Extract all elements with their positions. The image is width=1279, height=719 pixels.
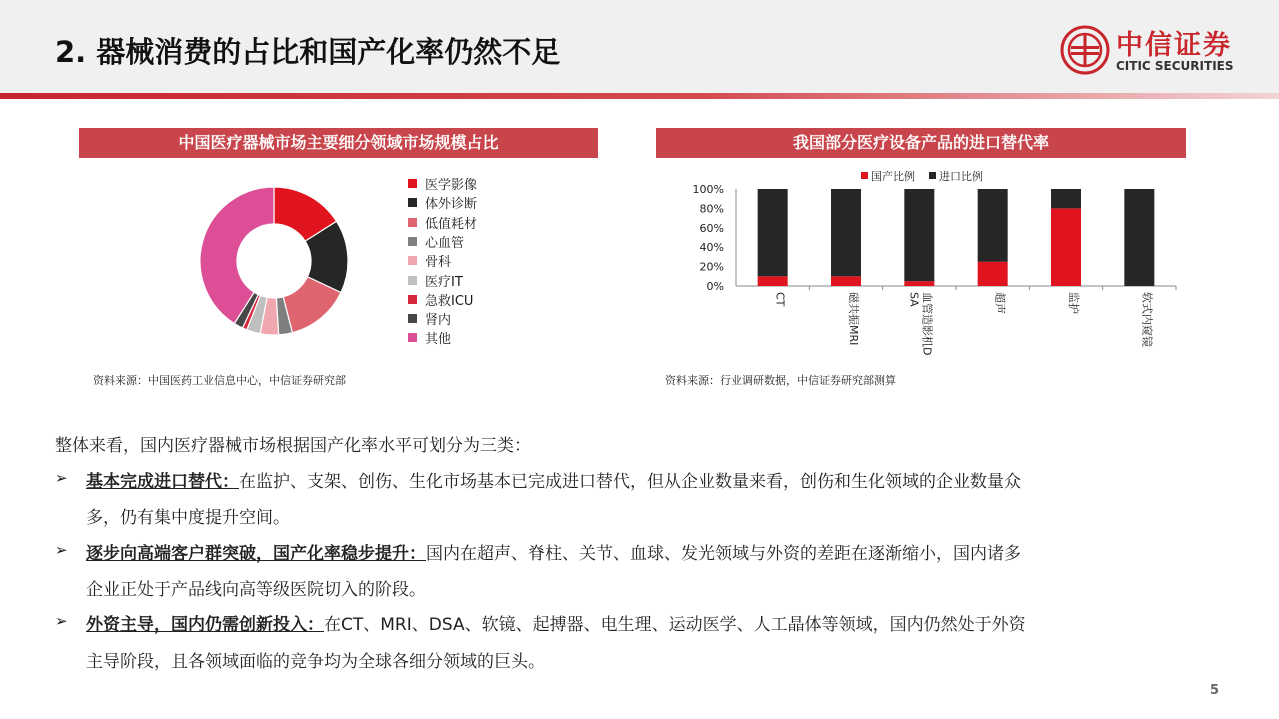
- legend-label: 急救ICU: [425, 293, 474, 309]
- citic-logo: [1060, 22, 1250, 82]
- bar-segment: [758, 276, 788, 286]
- bullet-arrow-icon: ➢: [55, 541, 68, 559]
- bar-segment: [978, 262, 1008, 286]
- y-tick-label: 60%: [699, 221, 724, 235]
- y-tick-label: 100%: [692, 183, 724, 196]
- legend-item: [408, 313, 451, 329]
- legend-swatch: [408, 237, 417, 246]
- point-2-line-2: 企业正处于产品线向高等级医院切入的阶段。: [86, 580, 426, 600]
- legend-item: [408, 275, 463, 291]
- legend-swatch: [408, 179, 417, 188]
- legend-item: [408, 217, 477, 233]
- legend-item: [408, 236, 464, 252]
- bullet-arrow-icon: ➢: [55, 469, 68, 487]
- logo-cn-text: 中信证券: [1116, 30, 1232, 61]
- intro-text: 整体来看，国内医疗器械市场根据国产化率水平可划分为三类：: [55, 436, 531, 456]
- legend-swatch: [408, 256, 417, 265]
- legend-item: [408, 294, 473, 310]
- stacked-bar-chart: [656, 162, 1186, 372]
- legend-item: [408, 332, 451, 348]
- point-2-heading: 逐步向高端客户群突破，国产化率稳步提升：: [86, 544, 426, 564]
- legend-swatch: [408, 333, 417, 342]
- bar-segment: [978, 189, 1008, 262]
- legend-item: [408, 197, 477, 213]
- legend-swatch: [408, 314, 417, 323]
- point-1-line-1: [86, 467, 1021, 492]
- bar-segment: [904, 281, 934, 286]
- legend-label: 体外诊断: [425, 197, 478, 213]
- bar-segment: [1051, 208, 1081, 286]
- point-1-text: 在监护、支架、创伤、生化市场基本已完成进口替代，但从企业数量来看，创伤和生化领域的企业数量众: [239, 472, 1021, 492]
- legend-swatch: [408, 276, 417, 285]
- x-tick-label: CT: [773, 292, 787, 307]
- page-title: 2. 器械消费的占比和国产化率仍然不足: [55, 35, 561, 69]
- point-3-heading: 外资主导，国内仍需创新投入：: [86, 615, 324, 635]
- bar-segment: [758, 189, 788, 276]
- x-tick-label: 磁共振MRI: [847, 292, 860, 346]
- legend-label: 其他: [425, 332, 452, 348]
- legend-label: 医疗IT: [425, 274, 463, 290]
- y-tick-label: 40%: [699, 241, 724, 255]
- legend-item: [408, 178, 477, 194]
- legend-label: 骨科: [425, 255, 452, 271]
- x-tick-label: SA: [907, 292, 921, 307]
- legend-item: [408, 255, 451, 271]
- legend-swatch: [408, 295, 417, 304]
- legend-label: 肾内: [425, 313, 452, 329]
- point-2-line-1: [86, 539, 1021, 564]
- right-panel-title: 我国部分医疗设备产品的进口替代率: [656, 128, 1186, 158]
- point-1-heading: 基本完成进口替代：: [86, 472, 239, 492]
- legend-swatch: [408, 218, 417, 227]
- legend-label: 心血管: [425, 235, 465, 251]
- bar-segment: [1051, 189, 1081, 208]
- point-3-text: 在CT、MRI、DSA、软镜、起搏器、电生理、运动医学、人工晶体等领域，国内仍然处于外资: [324, 615, 1026, 635]
- point-1-line-2: 多，仍有集中度提升空间。: [86, 508, 290, 528]
- legend-label: 低值耗材: [425, 216, 478, 232]
- y-tick-label: 80%: [699, 202, 724, 216]
- legend-swatch: [929, 172, 936, 179]
- page-number: 5: [1210, 683, 1220, 698]
- y-tick-label: 20%: [699, 260, 724, 274]
- y-tick-label: 0%: [706, 280, 724, 293]
- point-3-line-2: 主导阶段，且各领域面临的竞争均为全球各细分领域的巨头。: [86, 652, 545, 672]
- bar-segment: [831, 189, 861, 276]
- bar-segment: [904, 189, 934, 281]
- x-tick-label: 软式内窥镜: [1140, 292, 1154, 347]
- donut-chart: [174, 160, 374, 360]
- point-3-line-1: [86, 610, 1026, 635]
- legend-swatch: [408, 198, 417, 207]
- x-tick-label: 血管造影机D: [920, 292, 934, 356]
- left-panel-title: 中国医疗器械市场主要细分领域市场规模占比: [79, 128, 598, 158]
- legend-label: 进口比例: [939, 170, 983, 183]
- bullet-arrow-icon: ➢: [55, 612, 68, 630]
- left-source: 资料来源：中国医药工业信息中心，中信证券研究部: [93, 374, 346, 387]
- legend-swatch: [861, 172, 868, 179]
- logo-en-text: CITIC SECURITIES: [1116, 59, 1234, 73]
- x-tick-label: 超声: [993, 292, 1007, 314]
- bar-segment: [1124, 189, 1154, 286]
- header-accent-line: [0, 93, 1279, 99]
- legend-label: 国产比例: [871, 170, 915, 183]
- legend-label: 医学影像: [425, 178, 478, 193]
- bar-segment: [831, 276, 861, 286]
- citic-emblem-icon: [1060, 22, 1110, 78]
- right-source: 资料来源：行业调研数据，中信证券研究部测算: [665, 374, 896, 387]
- point-2-text: 国内在超声、脊柱、关节、血球、发光领域与外资的差距在逐渐缩小，国内诸多: [426, 544, 1021, 564]
- x-tick-label: 监护: [1067, 292, 1080, 314]
